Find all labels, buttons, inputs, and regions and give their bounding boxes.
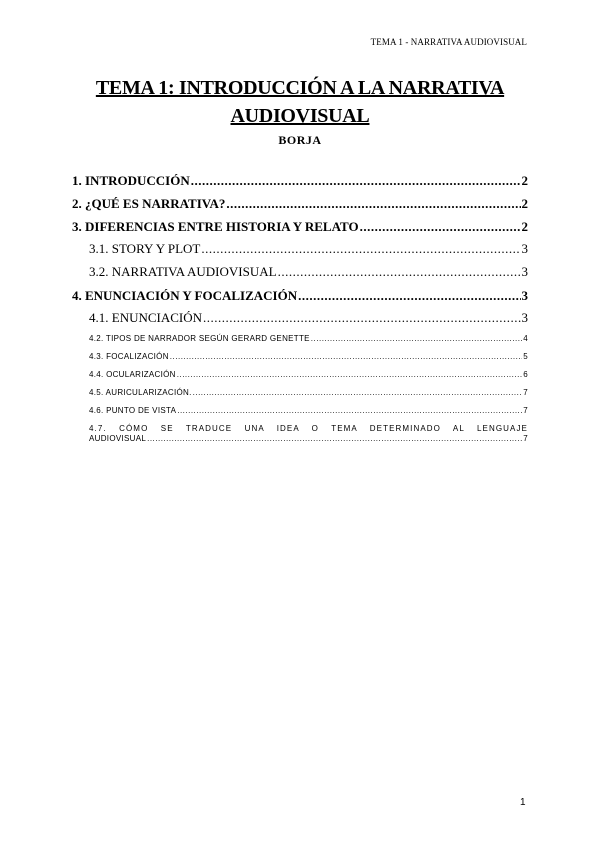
toc-leader <box>311 334 522 344</box>
title-line-1: TEMA 1: INTRODUCCIÓN A LA NARRATIVA <box>95 77 505 99</box>
toc-page: 7 <box>523 434 528 443</box>
toc-label: 4.4. OCULARIZACIÓN <box>89 370 176 379</box>
page-number: 1 <box>520 797 526 808</box>
toc-page: 5 <box>523 352 528 361</box>
toc-page: 2 <box>521 219 528 234</box>
toc-leader <box>201 241 520 257</box>
toc-page: 7 <box>523 406 528 415</box>
toc-leader <box>177 370 522 380</box>
toc-label: 3. DIFERENCIAS ENTRE HISTORIA Y RELATO <box>72 219 359 234</box>
toc-leader <box>203 310 520 326</box>
toc-page: 4 <box>523 334 528 343</box>
title-line-2: AUDIOVISUAL <box>230 105 370 127</box>
toc-label: 4. ENUNCIACIÓN Y FOCALIZACIÓN <box>72 288 298 303</box>
toc-label: 2. ¿QUÉ ES NARRATIVA? <box>72 196 226 211</box>
toc-page: 3 <box>521 288 528 303</box>
toc-page: 2 <box>521 196 528 211</box>
toc-page: 7 <box>523 388 528 397</box>
author-name: BORJA <box>278 133 322 147</box>
toc-entry-4-1[interactable] <box>72 308 528 331</box>
toc-entry-4-3[interactable] <box>72 349 528 367</box>
toc-label: 1. INTRODUCCIÓN <box>72 173 190 188</box>
toc-label: 3.2. NARRATIVA AUDIOVISUAL <box>89 264 277 279</box>
toc-label: 4.5. AURICULARIZACIÓN. <box>89 388 192 397</box>
toc-leader <box>193 388 523 398</box>
toc-label: 4.1. ENUNCIACIÓN <box>89 310 203 325</box>
toc-entry-4-7[interactable] <box>72 421 528 444</box>
toc-label-line-2: AUDIOVISUAL <box>89 434 147 443</box>
running-header: TEMA 1 - NARRATIVA AUDIOVISUAL <box>370 37 527 47</box>
toc-entry-4-4[interactable] <box>72 367 528 385</box>
toc-leader <box>147 434 522 444</box>
toc-page: 6 <box>523 370 528 379</box>
toc-label-line-1: 4.7. CÓMO SE TRADUCE UNA IDEA O TEMA DETERMINADO AL LENGUAJE <box>89 424 528 433</box>
toc-label: 4.2. TIPOS DE NARRADOR SEGÚN GERARD GENETTE <box>89 334 310 343</box>
toc-entry-3[interactable] <box>72 216 528 239</box>
toc-page: 2 <box>521 173 528 188</box>
toc-label: 3.1. STORY Y PLOT <box>89 241 201 256</box>
toc-entry-4[interactable] <box>72 285 528 308</box>
toc-entry-3-2[interactable] <box>72 262 528 285</box>
toc-leader <box>360 218 521 236</box>
toc-page: 3 <box>521 241 528 256</box>
toc-entry-3-1[interactable] <box>72 239 528 262</box>
document-title <box>60 74 540 130</box>
toc-entry-4-6[interactable] <box>72 403 528 421</box>
toc-leader <box>298 287 520 305</box>
toc-leader <box>170 352 522 362</box>
toc-leader <box>278 264 521 280</box>
toc-entry-4-2[interactable] <box>72 331 528 349</box>
toc-label: 4.6. PUNTO DE VISTA <box>89 406 177 415</box>
toc-leader <box>177 406 522 416</box>
toc-page: 3 <box>521 264 528 279</box>
toc-entry-2[interactable] <box>72 193 528 216</box>
toc-page: 3 <box>521 310 528 325</box>
toc-entry-4-7-line-2 <box>89 434 528 444</box>
toc-label: 4.3. FOCALIZACIÓN <box>89 352 169 361</box>
table-of-contents <box>72 170 528 444</box>
toc-leader <box>191 172 521 190</box>
toc-entry-1[interactable] <box>72 170 528 193</box>
toc-leader <box>226 195 520 213</box>
toc-entry-4-5[interactable] <box>72 385 528 403</box>
